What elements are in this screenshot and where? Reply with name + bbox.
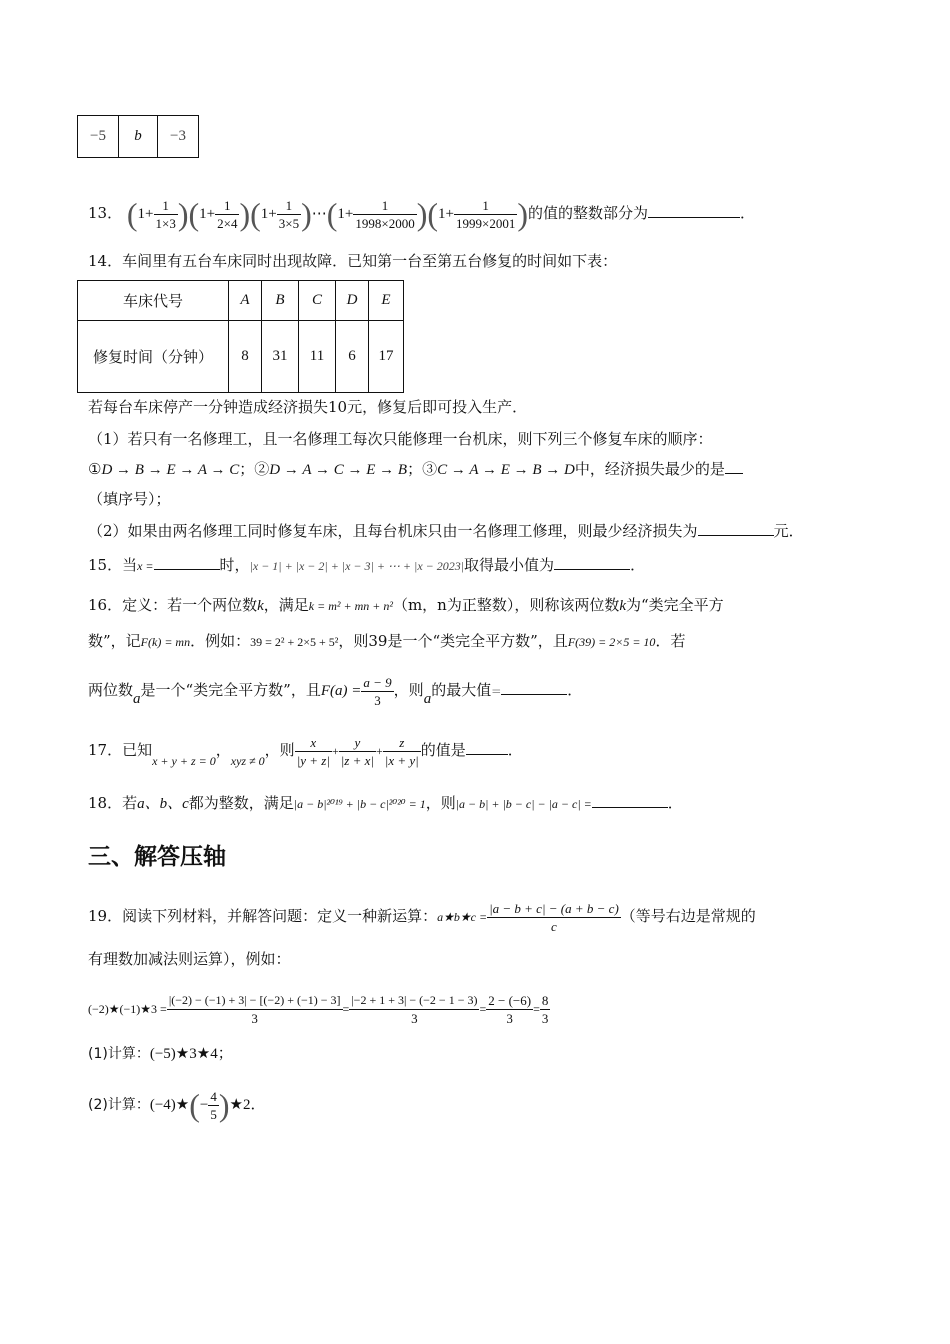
answer-blank[interactable] — [554, 555, 630, 570]
order-option-3: C → A → E → B → D — [437, 462, 575, 478]
question-19-line2: 有理数加减法则运算），例如： — [88, 950, 291, 968]
question-19-line1: 19．阅读下列材料，并解答问题：定义一种新运算：a★b★c = $\frac{|a - b + c| - (a + b - c)}{c}$ （等号右边是常规的 — [88, 900, 756, 934]
answer-blank[interactable] — [466, 740, 508, 755]
top-value-table — [77, 115, 199, 158]
order-option-2: D → A → C → E → B — [269, 462, 408, 478]
question-16-line3: 两位数a是一个“类完全平方数”，且F(a) = $\frac{a - 9}{3}$ ，则a的最大值= ． — [88, 674, 583, 708]
question-14-part2: （2）如果由两名修理工同时修复车床，且每台机床只由一名修理工修理，则最少经济损失为 元． — [88, 522, 804, 540]
answer-blank[interactable] — [501, 680, 567, 695]
answer-blank[interactable] — [698, 521, 774, 536]
question-text: 的值的整数部分为 — [528, 204, 649, 222]
table-cell: b — [119, 116, 158, 158]
question-number: 13． — [88, 204, 123, 222]
question-19-example: (−2)★(−1)★3 = $\frac{|(-2) - (-1) + 3| - [(-2) + (-1) - 3]}{3}$ = $\frac{|-2 + 1 + 3| - (-2 - 1 - 3)}{3}$ = $\frac{2 - (-6)}{3}$ = $\frac{8}{3}$ — [88, 992, 549, 1026]
question-14-note: 若每台车床停产一分钟造成经济损失10元，修复后即可投入生产． — [88, 398, 528, 416]
question-16-line2: 数”，记F(k) = mn．例如：39 = 2² + 2×5 + 5²，则39是一个“类完全平方数”，且F(39) = 2×5 = 10．若 — [88, 632, 686, 650]
table-header-cell: A — [229, 281, 262, 321]
question-16-line1: 16．定义：若一个两位数k，满足k = m² + mn + n²（m，n为正整数），则称该两位数k为“类完全平方 — [88, 596, 724, 614]
table-header-cell: D — [336, 281, 369, 321]
abs-sum-expression: |x − 1| + |x − 2| + |x − 3| + ⋯ + |x − 2023| — [249, 559, 465, 573]
table-cell: −5 — [78, 116, 119, 158]
repair-time-table — [77, 280, 404, 393]
fraction-denominator: 2×4 — [217, 215, 238, 231]
question-19-part1: (1)计算：(−5)★3★4； — [88, 1044, 233, 1062]
table-header-cell: C — [299, 281, 336, 321]
table-header-cell: B — [262, 281, 299, 321]
answer-blank[interactable] — [592, 793, 668, 808]
table-cell: 6 — [336, 321, 369, 393]
answer-blank[interactable] — [154, 555, 220, 570]
question-14-orders: ①D → B → E → A → C；②D → A → C → E → B；③C → A → E → B → D中，经济损失最少的是 — [88, 458, 743, 481]
question-13: 13． (1+ $\frac{1}{1\times 3}$ )(1+ $\frac{1}{2\times 4}$ )(1+ $\frac{1}{3\times 5}$ )⋯(1+ $\frac{1}{1998\times 2000}$ )(1+ $\frac{1}{1999\times 2001}$ )的值的整数部分为 ． — [88, 196, 756, 232]
question-14-part1: （1）若只有一名修理工，且一名修理工每次只能修理一台机床，则下列三个修复车床的顺序： — [88, 430, 713, 448]
fraction-denominator: 1998×2000 — [355, 215, 415, 231]
answer-blank[interactable] — [648, 203, 740, 218]
section-heading: 三、解答压轴 — [88, 844, 226, 870]
answer-blank[interactable] — [725, 459, 743, 474]
question-17: 17．已知$_{x + y + z = 0}$，$_{xyz \ne 0}$，则 $\frac{x}{|y + z|}$ + $\frac{y}{|z + x|}$ + $\frac{z}{|x + y|}$ 的值是 ． — [88, 734, 523, 768]
question-19-part2: (2)计算：(−4)★(− $\frac{4}{5}$ )★2． — [88, 1087, 266, 1123]
table-cell: 11 — [299, 321, 336, 393]
fraction-denominator: 1×3 — [155, 215, 176, 231]
fraction-denominator: 3×5 — [278, 215, 300, 231]
table-header-cell: 车床代号 — [78, 281, 229, 321]
table-header-cell: E — [369, 281, 404, 321]
table-cell: 8 — [229, 321, 262, 393]
question-14-intro: 14．车间里有五台车床同时出现故障．已知第一台至第五台修复的时间如下表： — [88, 252, 618, 270]
table-cell: 17 — [369, 321, 404, 393]
question-18: 18．若a、b、c都为整数，满足|a − b|²⁰¹⁹ + |b − c|²⁰²⁰ = 1，则|a − b| + |b − c| − |a − c| = ． — [88, 794, 683, 812]
table-cell: −3 — [158, 116, 199, 158]
question-14-fill-hint: （填序号）； — [88, 490, 171, 508]
table-row-label: 修复时间（分钟） — [78, 321, 229, 393]
order-option-1: D → B → E → A → C — [101, 462, 240, 478]
fraction-denominator: 1999×2001 — [456, 215, 516, 231]
question-15: 15．当x = 时，|x − 1| + |x − 2| + |x − 3| + ⋯ + |x − 2023|取得最小值为 ． — [88, 556, 646, 574]
table-cell: 31 — [262, 321, 299, 393]
